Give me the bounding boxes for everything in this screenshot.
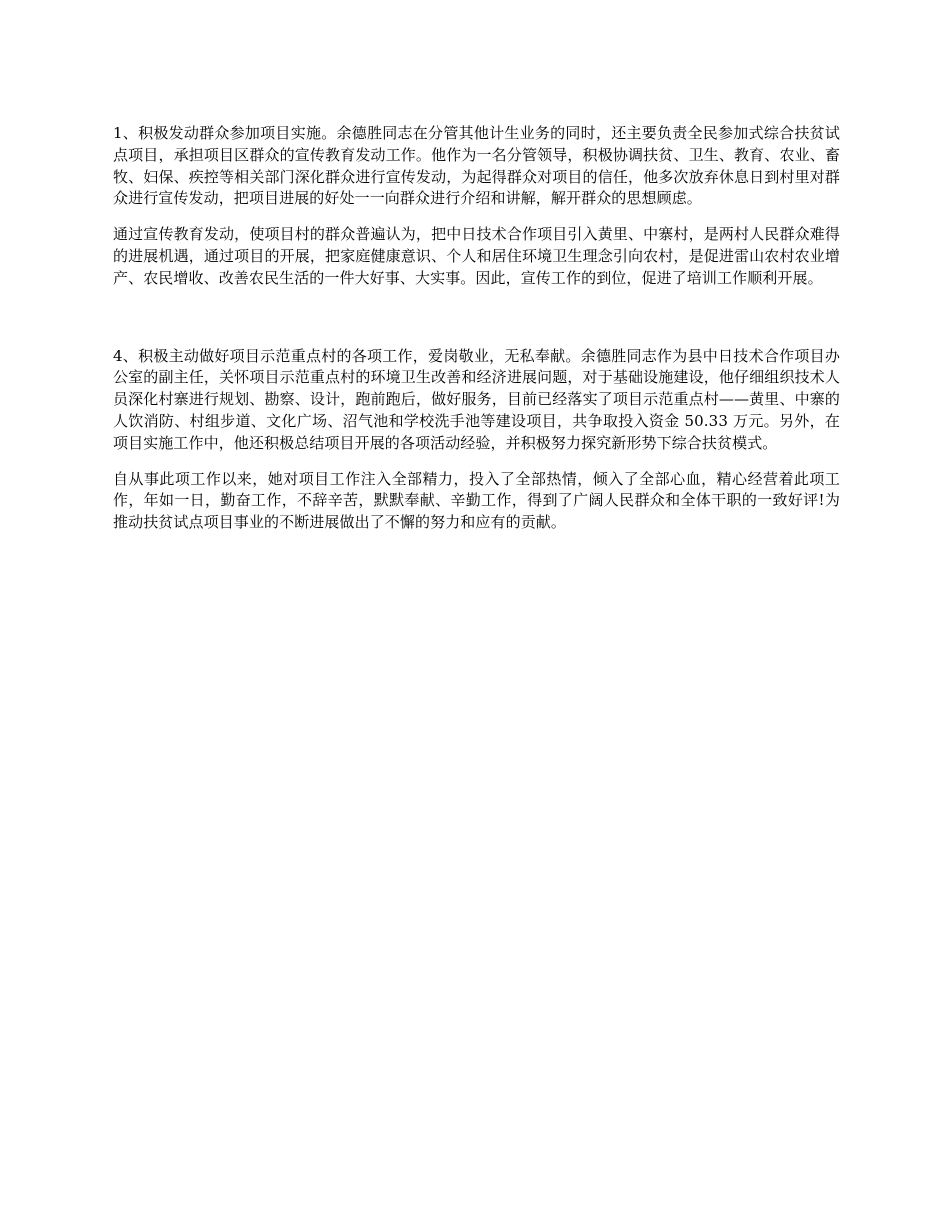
paragraph-dedication-summary: 自从事此项工作以来，她对项目工作注入全部精力，投入了全部热情，倾入了全部心血，精心经营着此项工作，年如一日，勤奋工作，不辞辛苦，默默奉献、辛勤工作，得到了广阔人民群众和全体干职的一致好评!为推动扶贫试点项目事业的不断进展做出了不懈的努力和应有的贡献。 xyxy=(113,469,840,532)
document-body xyxy=(113,123,840,534)
paragraph-demonstration-villages: 4、积极主动做好项目示范重点村的各项工作，爱岗敬业，无私奉献。余德胜同志作为县中日技术合作项目办公室的副主任，关怀项目示范重点村的环境卫生改善和经济进展问题，对于基础设施建设，他仔细组织技术人员深化村寨进行规划、勘察、设计，跑前跑后，做好服务，目前已经落实了项目示范重点村——黄里、中寨的人饮消防、村组步道、文化广场、沼气池和学校洗手池等建设项目，共争取投入资金 50.33 万元。另外，在项目实施工作中，他还积极总结项目开展的各项活动经验，并积极努力探究新形势下综合扶贫模式。 xyxy=(113,346,840,452)
paragraph-publicity-results: 通过宣传教育发动，使项目村的群众普遍认为，把中日技术合作项目引入黄里、中寨村，是两村人民群众难得的进展机遇，通过项目的开展，把家庭健康意识、个人和居住环境卫生理念引向农村，是促进雷山农村农业增产、农民增收、改善农民生活的一件大好事、大实事。因此，宣传工作的到位，促进了培训工作顺利开展。 xyxy=(113,225,840,287)
paragraph-mobilize-masses: 1、积极发动群众参加项目实施。余德胜同志在分管其他计生业务的同时，还主要负责全民参加式综合扶贫试点项目，承担项目区群众的宣传教育发动工作。他作为一名分管领导，积极协调扶贫、卫生、教育、农业、畜牧、妇保、疾控等相关部门深化群众进行宣传发动，为起得群众对项目的信任，他多次放弃休息日到村里对群众进行宣传发动，把项目进展的好处一一向群众进行介绍和讲解，解开群众的思想顾虑。 xyxy=(113,124,840,208)
